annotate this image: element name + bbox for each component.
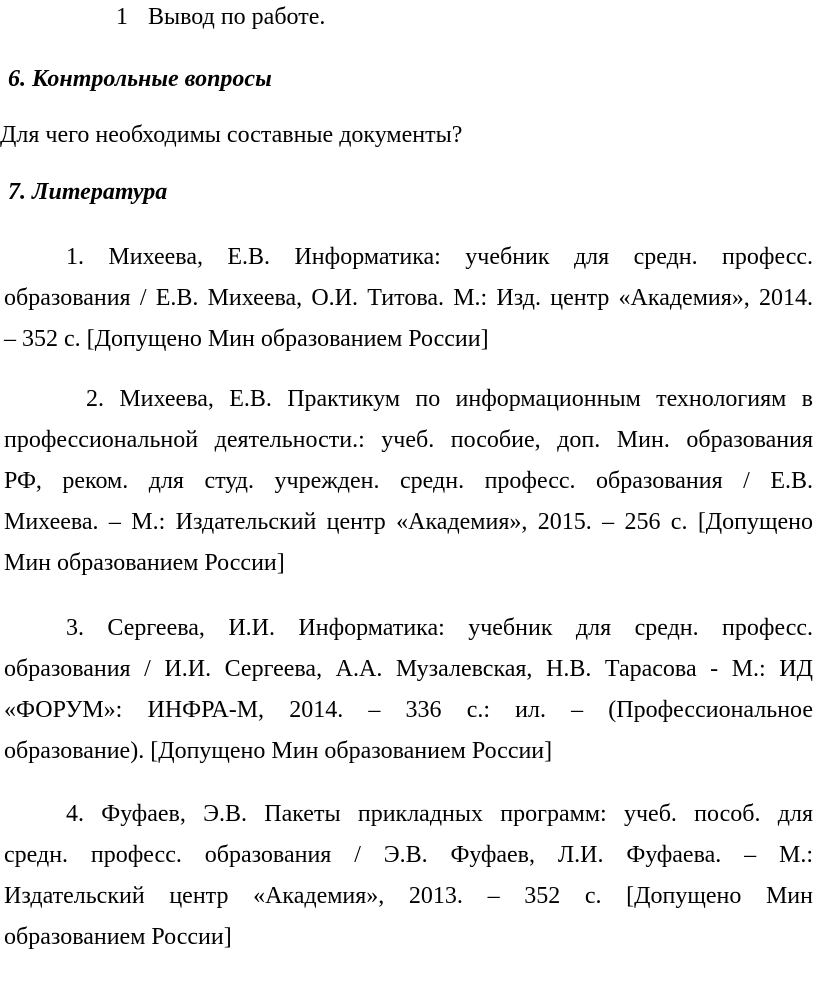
reference-line: образования / Е.В. Михеева, О.И. Титова. М.: Изд. центр «Академия», 2014. xyxy=(4,285,813,311)
list-item-text: Вывод по работе. xyxy=(148,4,326,30)
reference-line: РФ, реком. для студ. учрежден. средн. професс. образования / Е.В. xyxy=(4,468,813,494)
control-question: Для чего необходимы составные документы? xyxy=(0,122,463,148)
reference-line: «ФОРУМ»: ИНФРА-М, 2014. – 336 с.: ил. – (Профессиональное xyxy=(4,697,813,723)
reference-line: – 352 с. [Допущено Мин образованием России] xyxy=(4,326,489,352)
list-item-conclusion xyxy=(0,0,816,34)
reference-line: Михеева. – М.: Издательский центр «Академия», 2015. – 256 с. [Допущено xyxy=(4,509,813,535)
reference-line: профессиональной деятельности.: учеб. пособие, доп. Мин. образования xyxy=(4,427,813,453)
reference-line: 4. Фуфаев, Э.В. Пакеты прикладных программ: учеб. пособ. для xyxy=(66,801,813,827)
reference-line: Издательский центр «Академия», 2013. – 352 с. [Допущено Мин xyxy=(4,883,813,909)
reference-line: образование). [Допущено Мин образованием России] xyxy=(4,738,553,764)
reference-item xyxy=(4,237,813,360)
section-6-heading: 6. Контрольные вопросы xyxy=(8,66,272,92)
reference-line: Мин образованием России] xyxy=(4,550,285,576)
section-7-heading: 7. Литература xyxy=(8,179,168,205)
list-item-number: 1 xyxy=(116,4,128,30)
reference-line: образованием России] xyxy=(4,924,232,950)
reference-item xyxy=(4,794,813,958)
reference-item xyxy=(4,379,813,584)
reference-line: 3. Сергеева, И.И. Информатика: учебник для средн. професс. xyxy=(66,615,813,641)
reference-item xyxy=(4,608,813,772)
reference-line: образования / И.И. Сергеева, А.А. Музалевская, Н.В. Тарасова - М.: ИД xyxy=(4,656,813,682)
reference-line: средн. професс. образования / Э.В. Фуфаев, Л.И. Фуфаева. – М.: xyxy=(4,842,813,868)
reference-line: 1. Михеева, Е.В. Информатика: учебник для средн. професс. xyxy=(66,244,813,270)
reference-line: 2. Михеева, Е.В. Практикум по информационным технологиям в xyxy=(86,386,813,412)
